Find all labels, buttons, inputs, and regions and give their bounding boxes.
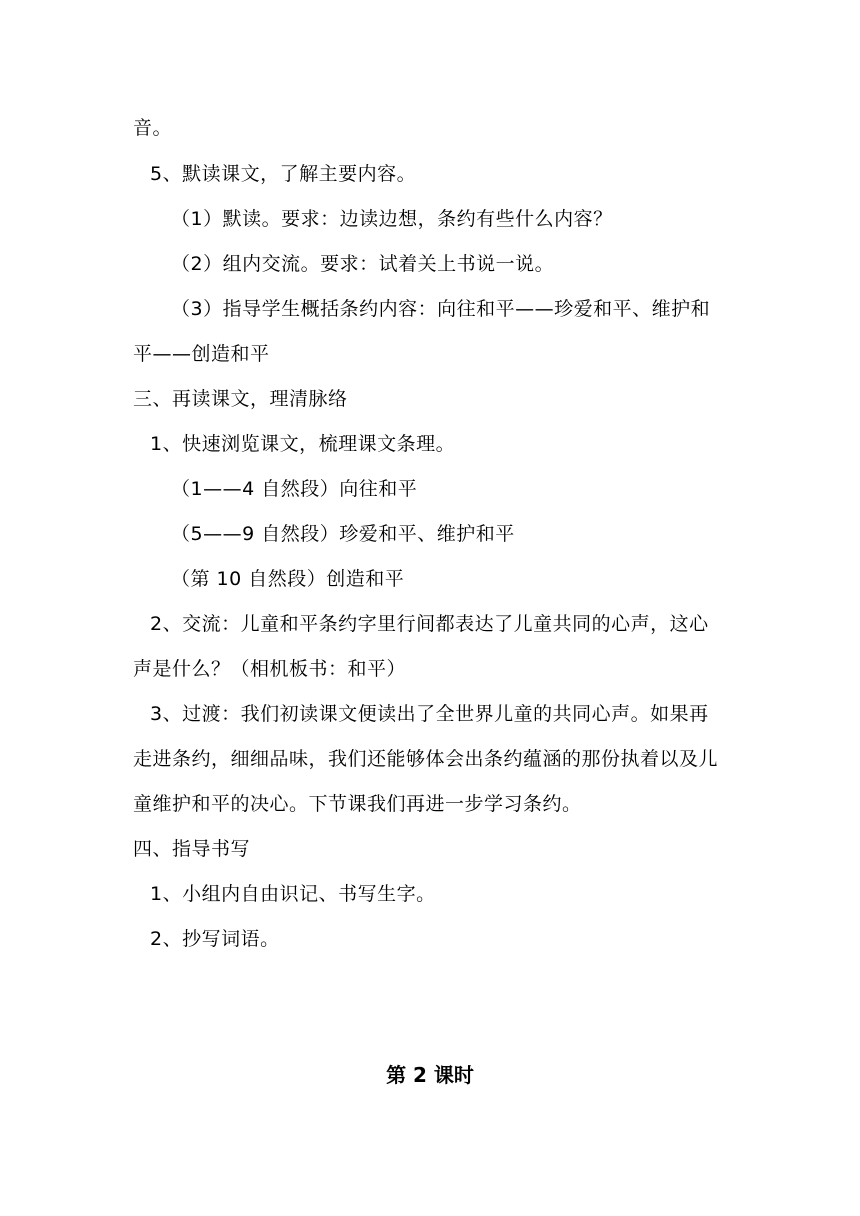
text-line-2: 5、默读课文，了解主要内容。 bbox=[150, 163, 417, 185]
text-line-9: （1——4 自然段）向往和平 bbox=[171, 478, 418, 500]
text-line-15: 走进条约，细细品味，我们还能够体会出条约蕴涵的那份执着以及儿 bbox=[133, 748, 719, 770]
text-line-19: 2、抄写词语。 bbox=[150, 928, 280, 950]
text-line-16: 童维护和平的决心。下节课我们再进一步学习条约。 bbox=[133, 793, 582, 815]
text-line-6: 平——创造和平 bbox=[133, 343, 270, 365]
text-line-18: 1、小组内自由识记、书写生字。 bbox=[150, 883, 436, 905]
text-line-3: （1）默读。要求：边读边想，条约有些什么内容？ bbox=[171, 208, 613, 230]
text-line-4: （2）组内交流。要求：试着关上书说一说。 bbox=[171, 253, 555, 275]
text-line-1: 音。 bbox=[133, 117, 173, 139]
text-line-8: 1、快速浏览课文，梳理课文条理。 bbox=[150, 433, 456, 455]
text-line-13: 声是什么？（相机板书：和平） bbox=[133, 658, 407, 680]
text-line-5: （3）指导学生概括条约内容：向往和平——珍爱和平、维护和 bbox=[171, 298, 711, 320]
text-line-12: 2、交流：儿童和平条约字里行间都表达了儿童共同的心声，这心 bbox=[150, 613, 709, 635]
section-heading-3: 三、再读课文，理清脉络 bbox=[133, 388, 348, 410]
text-line-14: 3、过渡：我们初读课文便读出了全世界儿童的共同心声。如果再 bbox=[150, 703, 709, 725]
section-heading-4: 四、指导书写 bbox=[133, 838, 251, 860]
text-line-10: （5——9 自然段）珍爱和平、维护和平 bbox=[171, 523, 515, 545]
text-line-11: （第 10 自然段）创造和平 bbox=[171, 568, 405, 590]
lesson-title: 第 2 课时 bbox=[386, 1063, 474, 1087]
